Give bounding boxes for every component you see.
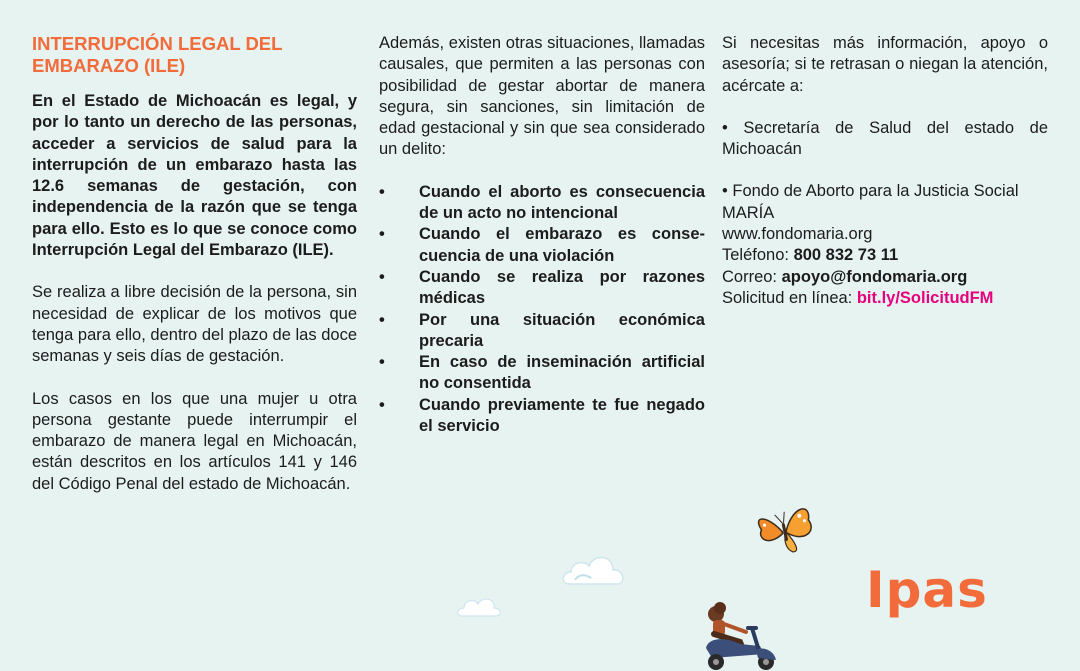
contact-intro: Si necesitas más información, apoyo o asesoría; si te retrasan o niegan la atención, acércate a: bbox=[722, 34, 1048, 95]
column-contact bbox=[722, 33, 1048, 309]
paragraph-legal-cases: Los casos en los que una mujer u otra persona gestante puede interrumpir el embarazo de manera legal en Michoacán, están descritos en los artículos 141 y 146 del Código Penal del estado de Michoacán. bbox=[32, 389, 357, 493]
contact-item-fondo: • Fondo de Aborto para la Justicia Social MARÍA bbox=[722, 182, 1019, 222]
list-item: • Por una situación económica precaria bbox=[379, 310, 705, 350]
list-item: • En caso de inseminación artificial no consentida bbox=[379, 353, 705, 393]
list-item: • Cuando previamente te fue negado el servicio bbox=[379, 395, 705, 436]
online-request-link[interactable]: bit.ly/SolicitudFM bbox=[856, 288, 994, 307]
column-ile bbox=[32, 33, 357, 495]
phone-number[interactable]: 800 832 73 11 bbox=[793, 246, 899, 265]
bullet-icon: • bbox=[379, 310, 385, 329]
column-causales bbox=[379, 33, 705, 437]
woman-on-scooter-icon bbox=[700, 588, 784, 671]
cloud-icon bbox=[561, 550, 627, 590]
section-heading bbox=[32, 33, 357, 77]
website-link[interactable]: www.fondomaria.org bbox=[722, 225, 873, 244]
bullet-icon: • bbox=[379, 395, 385, 414]
causales-list bbox=[379, 182, 705, 438]
phone-line: Teléfono: 800 832 73 11 bbox=[722, 246, 899, 265]
bullet-icon: • bbox=[379, 225, 385, 244]
bullet-icon: • bbox=[379, 182, 385, 201]
list-item: • Cuando el aborto es consecuencia de un acto no intencional bbox=[379, 182, 705, 223]
email-line: Correo: apoyo@fondomaria.org bbox=[722, 267, 968, 286]
heading-line-1: INTERRUPCIÓN LEGAL DEL bbox=[32, 33, 283, 54]
contact-item-secretaria: • Secretaría de Salud del estado de Michoacán bbox=[722, 118, 1048, 159]
ipas-logo: Ipas bbox=[866, 561, 988, 619]
causales-intro: Además, existen otras situaciones, llamadas causales, que permiten a las personas con posibilidad de gestar abortar de manera segura, sin sanciones, sin limitación de edad gestacional y sin que sea considerado un delito: bbox=[379, 34, 705, 159]
online-request-line: Solicitud en línea: bit.ly/SolicitudFM bbox=[722, 288, 994, 307]
butterfly-icon bbox=[752, 503, 818, 557]
lead-paragraph: En el Estado de Michoacán es legal, y por lo tanto un derecho de las personas, acceder a servicios de salud para la interrupción de un embarazo hasta las 12.6 semanas de gestación, con independencia de la razón que se tenga para ello. Esto es lo que se conoce como Interrupción Legal del Embarazo (ILE). bbox=[32, 92, 357, 260]
heading-line-2: EMBARAZO (ILE) bbox=[32, 55, 186, 76]
list-item: • Cuando se realiza por razones médicas bbox=[379, 267, 705, 308]
bullet-icon: • bbox=[379, 353, 385, 372]
email-link[interactable]: apoyo@fondomaria.org bbox=[781, 267, 968, 286]
bullet-icon: • bbox=[379, 267, 385, 286]
paragraph-free-decision: Se realiza a libre decisión de la persona, sin necesidad de explicar de los motivos que tenga para ello, dentro del plazo de las doce semanas y seis días de gestación. bbox=[32, 283, 357, 366]
small-cloud-icon bbox=[456, 592, 502, 620]
list-item: • Cuando el embarazo es conse-cuencia de una violación bbox=[379, 225, 705, 265]
